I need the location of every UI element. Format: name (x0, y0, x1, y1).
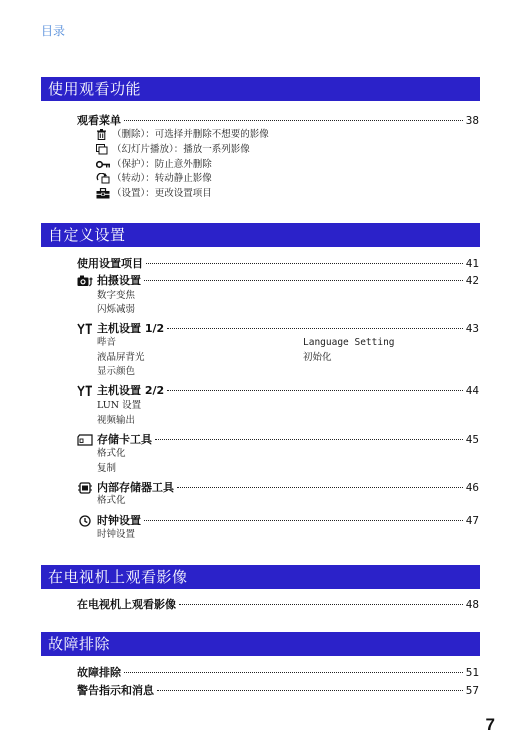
entry-label: 警告指示和消息 (77, 684, 154, 697)
entry-label: 时钟设置 (97, 514, 141, 527)
section-header-tv: 在电视机上观看影像 (41, 565, 480, 589)
viewing-item-text: （转动）：转动静止影像 (112, 173, 212, 184)
slideshow-icon (96, 144, 110, 155)
page-number: 48 (465, 598, 479, 611)
viewing-item-text: （幻灯片播放）：播放一系列影像 (112, 144, 250, 155)
page-number: 41 (465, 257, 479, 270)
key-icon (96, 160, 110, 169)
viewing-item-text: （设置）：更改设置项目 (112, 188, 212, 199)
sub-item: Language Setting (303, 337, 395, 348)
sub-item: 显示颜色 (97, 366, 136, 377)
viewing-item-slideshow (96, 144, 250, 156)
leader-dots (144, 520, 463, 521)
page-number: 46 (465, 481, 479, 494)
page-number: 57 (465, 684, 479, 697)
sub-item: 格式化 (97, 448, 126, 459)
sub-item: 格式化 (97, 495, 126, 506)
leader-dots (167, 390, 463, 391)
viewing-item-rotate (96, 173, 212, 185)
memory-card-icon (77, 434, 93, 446)
sub-item: 初始化 (303, 352, 332, 363)
page-number: 51 (465, 666, 479, 679)
leader-dots (124, 120, 463, 121)
viewing-item-protect (96, 159, 212, 171)
section-header-custom: 自定义设置 (41, 223, 480, 247)
leader-dots (124, 672, 463, 673)
toc-entry-viewing-menu[interactable] (77, 114, 479, 128)
page-number: 42 (465, 274, 479, 287)
page-number: 43 (465, 322, 479, 335)
toc-entry-tv-viewing[interactable] (77, 598, 479, 612)
entry-label: 在电视机上观看影像 (77, 598, 176, 611)
page-footer-number: 7 (485, 715, 495, 734)
entry-label: 内部存储器工具 (97, 481, 174, 494)
page-number: 44 (465, 384, 479, 397)
leader-dots (155, 439, 463, 440)
toc-entry-card-tool[interactable] (77, 433, 479, 447)
sub-item: 时钟设置 (97, 529, 136, 540)
sub-item: 视频输出 (97, 415, 136, 426)
section-header-trouble: 故障排除 (41, 632, 480, 656)
entry-label: 故障排除 (77, 666, 121, 679)
entry-label: 观看菜单 (77, 114, 121, 127)
viewing-item-text: （保护）：防止意外删除 (112, 159, 212, 170)
viewing-item-delete (96, 129, 269, 141)
viewing-item-text: （删除）：可选择并删除不想要的影像 (112, 129, 269, 140)
sub-item: 复制 (97, 463, 117, 474)
toc-entry-main-setup-2[interactable] (77, 384, 479, 398)
toc-entry-clock-setup[interactable] (77, 514, 479, 528)
page-number: 38 (465, 114, 479, 127)
toc-entry-main-setup-1[interactable] (77, 322, 479, 336)
entry-label: 存储卡工具 (97, 433, 152, 446)
toc-entry-shooting-setup[interactable] (77, 274, 479, 288)
section-header-viewing: 使用观看功能 (41, 77, 480, 101)
leader-dots (157, 690, 463, 691)
viewing-item-setup (96, 188, 212, 200)
page-number: 47 (465, 514, 479, 527)
page-number: 45 (465, 433, 479, 446)
trash-icon (96, 129, 110, 140)
leader-dots (144, 280, 463, 281)
toc-entry-warnings[interactable] (77, 684, 479, 698)
leader-dots (146, 263, 463, 264)
sub-item: 闪烁减弱 (97, 304, 136, 315)
main-setup-icon (77, 385, 93, 397)
toc-entry-using-setup[interactable] (77, 257, 479, 271)
internal-memory-icon (77, 482, 93, 494)
sub-item: 数字变焦 (97, 290, 136, 301)
leader-dots (179, 604, 463, 605)
toc-entry-internal-memory-tool[interactable] (77, 481, 479, 495)
toc-link[interactable]: 目录 (41, 24, 66, 38)
sub-item: 哔音 (97, 337, 117, 348)
entry-label: 主机设置 2/2 (97, 384, 165, 397)
clock-icon (77, 515, 93, 527)
entry-label: 主机设置 1/2 (97, 322, 165, 335)
toolbox-icon (96, 188, 110, 199)
rotate-icon (96, 173, 110, 184)
sub-item: LUN 设置 (97, 400, 142, 411)
main-setup-icon (77, 323, 93, 335)
leader-dots (177, 487, 463, 488)
sub-item: 液晶屏背光 (97, 352, 145, 363)
toc-entry-troubleshooting[interactable] (77, 666, 479, 680)
entry-label: 拍摄设置 (97, 274, 141, 287)
leader-dots (167, 328, 463, 329)
entry-label: 使用设置项目 (77, 257, 143, 270)
camera-setup-icon (77, 275, 93, 287)
